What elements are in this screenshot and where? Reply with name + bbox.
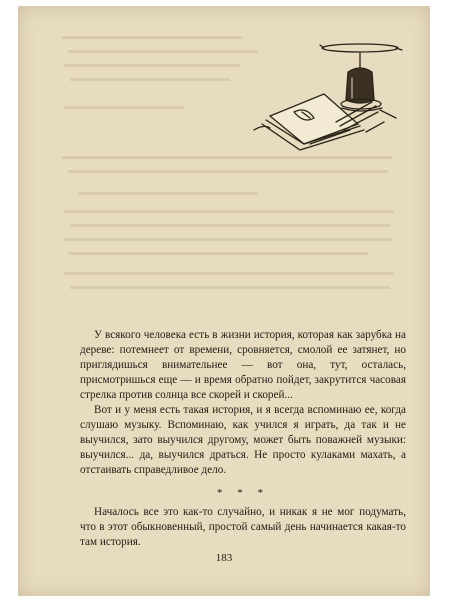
page-number: 183: [215, 552, 233, 564]
paragraph-1: У всякого человека есть в жизни история, которая как зарубка на дереве: потемнеет от времени, сровняется, смолой ее затянет, но приглядишься внимательнее — вот она, тут, осталась, присмотришься еще — и время обратно пойдет, закрутится часовая стрелка против солнца все скорей и скорей...: [80, 329, 406, 401]
desk-lamp-and-papers-icon: [240, 32, 410, 152]
book-page: [18, 6, 430, 596]
paragraph-2: Вот и у меня есть такая история, и я всегда вспоминаю ее, когда слушаю музыку. Вспоминаю, как учился я играть, да так и не выучился, зато выучился другому, может быть поважней музыки: выучился... да, выучился драться. Не просто кулаками махать, а отстаивать справедливое дело.: [80, 404, 406, 476]
section-separator: * * *: [217, 487, 269, 499]
paragraph-3: Началось все это как-то случайно, и никак я не мог подумать, что в этот обыкновенный, простой самый день начинается какая-то там история.: [80, 506, 406, 548]
body-text: [80, 328, 406, 550]
